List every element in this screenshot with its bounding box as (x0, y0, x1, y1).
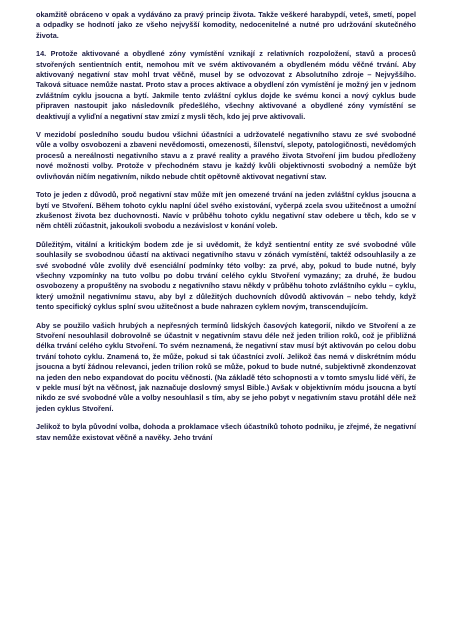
paragraph-14: 14. Protože aktivované a obydlené zóny vymístění vznikají z relativních rozpoložení, stavů a procesů stvořených sentientních entit, nemohou mít ve svém aktivovaném a obydleném módu věčné trvání. Aby aktivovaný negativní stav mohl trvat věčně, musel by se odvozovat z Absolutního zdroje – Nejvyššího. Taková situace nemůže nastat. Proto stav a proces aktivace a obydlení zón vymístění je možný jen v jednom zvláštním cyklu jsoucna a bytí. Jakmile tento zvláštní cyklus dojde ke svému konci a nový cyklus bude připraven nastoupit jako následovník předešlého, všechny aktivované a obydlené zóny vymístění se deaktivují a vyliďní a negativní stav zmizí z mysli těch, kdo jej prve aktivovali. (36, 49, 416, 121)
paragraph-time-categories: Aby se použilo vašich hrubých a nepřesných termínů lidských časových kategorií, nikdo ve Stvoření a ze Stvoření nesouhlasil dobrovolně se účastnit v negativním stavu déle než jeden trilion roků, což je přibližná délka trvání celého cyklu Stvoření. To svém neznamená, že negativní stav musí být aktivován po celou dobu trvání tohoto cyklu. Znamená to, že může, pokud si tak účastníci zvolí. Jelikož čas nemá v diskrétním módu jsoucna a bytí žádnou relevanci, jeden trilion roků se může, pokud to bude nutné, subjektivně zkondenzovat na jeden den nebo expandovat do pocitu věčnosti. (Na základě této schopnosti a v tomto smyslu lidé věří, že v pekle musí být na věčnost, jak naznačuje doslovný smysl Bible.) Avšak v objektivním módu jsoucna a bytí nikdo ze své svobodné vůle a volby nesouhlasil s tím, aby se jeho pobyt v negativním stavu protáhl déle než jeden cyklus Stvoření. (36, 320, 416, 413)
paragraph-original-choice: Jelikož to byla původní volba, dohoda a proklamace všech účastníků tohoto podniku, je zřejmé, že negativní stav nemůže existovat věčně a navěky. Jeho trvání (36, 422, 416, 442)
paragraph-limited-duration: Toto je jeden z důvodů, proč negativní stav může mít jen omezené trvání na jeden zvláštní cyklus jsoucna a bytí ve Stvoření. Během tohoto cyklu naplní účel svého existování, vyčerpá zcela svou užitečnost a umožní zkušenost života bez duchovnosti. Navíc v průběhu tohoto cyklu negativní stav odebere u těch, kdo se v něm chtěli zúčastnit, jakoukoli svobodu a nezávislost v konání voleb. (36, 190, 416, 231)
paragraph-critical-point: Důležitým, vitální a kritickým bodem zde je si uvědomit, že když sentientní entity ze své svobodné vůle souhlasily se svobodnou účastí na aktivaci negativního stavu v zónách vymístění, taktéž odsouhlasily a ze své svobodné vůle zvolily dvě esenciální podmínky této volby: za prvé, aby, pokud to bude nutné, byly všechny vzpomínky na tuto volbu po dobu trvání celého cyklu Stvoření vymazány; za druhé, že budou osvobozeny a propuštěny na svobodu z negativního stavu někdy v průběhu tohoto zvláštního cyklu – cyklu, který umožnil negativnímu stavu, aby byl z důležitých duchovních důvodů aktivován – nebo tehdy, když tento specifický cyklus splní svou užitečnost a bude nahrazen cyklem novým, transcendujícím. (36, 239, 416, 312)
paragraph-interim: V mezidobí posledního soudu budou všichni účastníci a udržovatelé negativního stavu ze své svobodné vůle a volby osvobozeni a zbaveni nevědomosti, omezenosti, šílenství, slepoty, patologičnosti, nevědomých procesů a nereálnosti negativního stavu a z pravé reality a pravého života Stvoření jim budou předloženy nové možnosti volby. Protože v přechodném stavu je každý kvůli objektivnosti svobodný a nemůže být ovlivňován ničím negativním, nikdo nebude chtít opětovně aktivovat negativní stav. (36, 130, 416, 181)
paragraph-continuation: okamžitě obráceno v opak a vydáváno za pravý princip života. Takže veškeré harabурdí, veteš, smetí, popel a odpadky se hodnotí jako ze všeho nejvyšší komodity, nedocenitelné a nutné pro udržování skutečného života. (36, 10, 416, 40)
